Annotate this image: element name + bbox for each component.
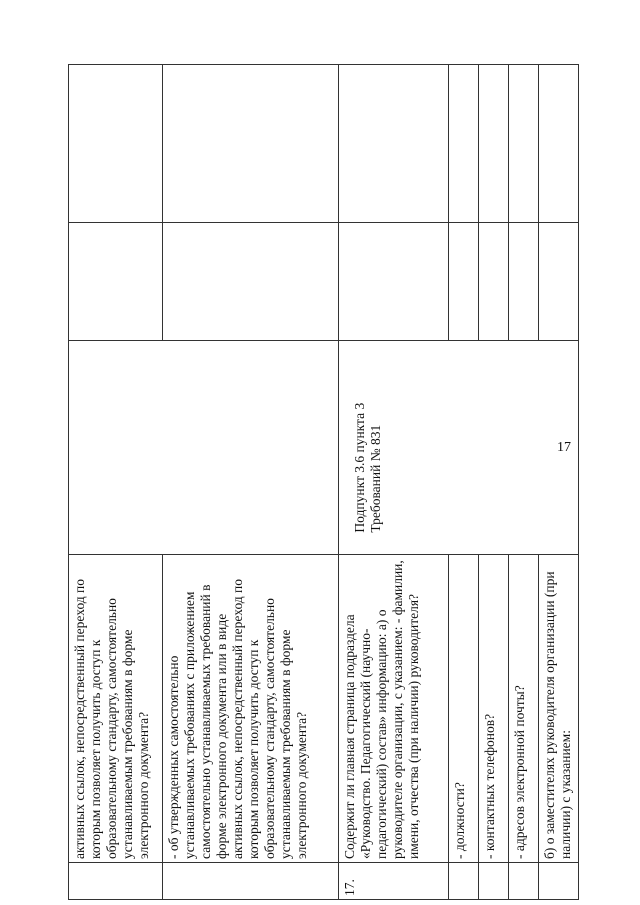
reference-cell <box>69 341 339 554</box>
reference-cell <box>339 341 579 554</box>
answer-cell-b <box>509 65 539 223</box>
answer-cell-a <box>449 223 479 341</box>
question-cell: - контактных телефонов? <box>479 554 509 862</box>
question-cell: б) о заместителях руководителя организации (при наличии) с указанием: <box>539 554 579 862</box>
answer-cell-b <box>163 65 339 223</box>
requirements-table <box>68 64 579 900</box>
answer-cell-b <box>339 65 449 223</box>
answer-cell-a <box>339 223 449 341</box>
table-row <box>69 65 163 900</box>
row-number <box>449 862 479 899</box>
answer-cell-a <box>69 223 163 341</box>
answer-cell-b <box>479 65 509 223</box>
question-cell: активных ссылок, непосредственный переход по которым позволяет получить доступ к образовательному стандарту, самостоятельно устанавливаемым требованиям в форме электронного документа? <box>69 554 163 862</box>
row-number <box>163 862 339 899</box>
question-cell: Содержит ли главная страница подраздела «Руководство. Педагогический (научно-педагогический) состав» информацию: а) о руководителе организации, с указанием: - фамилии, имени, отчества (при наличии) руководителя? <box>339 554 449 862</box>
answer-cell-a <box>479 223 509 341</box>
row-number: 17. <box>339 862 449 899</box>
page-number: 17 <box>557 440 571 455</box>
answer-cell-a <box>163 223 339 341</box>
reference-text: Подпункт 3.6 пункта 3 Требований № 831 <box>352 402 383 533</box>
row-number <box>509 862 539 899</box>
answer-cell-b <box>449 65 479 223</box>
answer-cell-a <box>509 223 539 341</box>
question-cell: - об утвержденных самостоятельно устанавливаемых требованиях с приложением самостоятельно устанавливаемых требований в форме электронного документа или в виде активных ссылок, непосредственный переход по которым позволяет получить доступ к образовательному стандарту, самостоятельно устанавливаемым требованиям в форме электронного документа? <box>163 554 339 862</box>
row-number <box>479 862 509 899</box>
row-number <box>69 862 163 899</box>
answer-cell-b <box>539 65 579 223</box>
row-number <box>539 862 579 899</box>
answer-cell-b <box>69 65 163 223</box>
question-cell: - адресов электронной почты? <box>509 554 539 862</box>
table-row <box>339 65 449 900</box>
question-cell: - должности? <box>449 554 479 862</box>
answer-cell-a <box>539 223 579 341</box>
